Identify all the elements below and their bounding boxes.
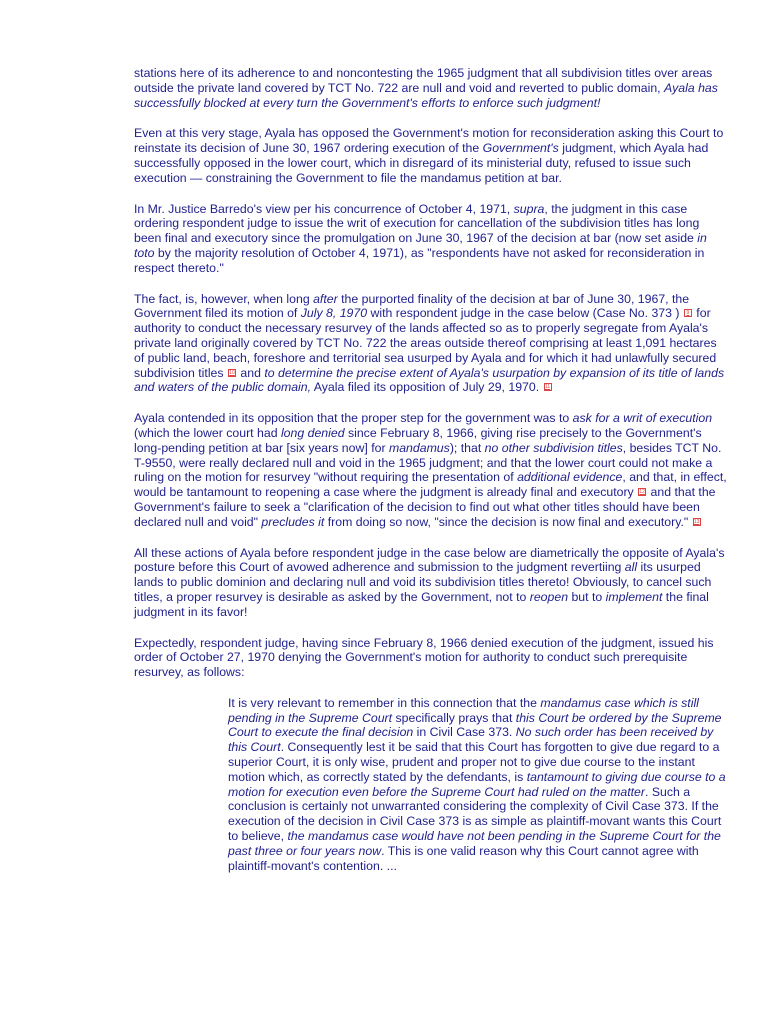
- text-run: judgment, which Ayala had successfully opposed in the lower court, which in disregard of its ministerial duty, refused to issue such execution — constraining the Government to file the mandamus petition at bar.: [134, 141, 709, 185]
- footnote-link[interactable]: 10: [229, 369, 235, 376]
- italic-text: additional evidence: [517, 470, 623, 485]
- italic-text: this Court be ordered by the Supreme Court to execute the final decision: [228, 710, 722, 740]
- text-run: , the judgment in this case ordering respondent judge to issue the writ of execution for cancellation of the subdivision titles has long been final and executory since the promulgation on June 30, 1967 of the decision at bar (now set aside: [134, 201, 700, 246]
- text-run: Expectedly, respondent judge, having since February 8, 1966 denied execution of the judgment, issued his order of October 27, 1970 denying the Government's motion for authority to conduct such prerequisite resurvey, as follows:: [134, 635, 714, 680]
- footnote-link[interactable]: 11: [544, 384, 551, 391]
- paragraph: [134, 126, 728, 185]
- text-run: its usurped lands to public dominion and declaring null and void its subdivision titles thereto! Obviously, to cancel such titles, a proper resurvey is desirable as asked by the Government, not to: [134, 560, 712, 604]
- text-run: in Civil Case 373.: [413, 725, 516, 740]
- italic-text: the mandamus case would have not been pending in the Supreme Court for the past three or four years now: [228, 829, 721, 858]
- text-run: , besides TCT No. T-9550, were really declared null and void in the 1965 judgment; and that the lower court could not make a ruling on the motion for resurvey "without requiring the presentation of: [134, 440, 722, 485]
- italic-text: Ayala has successfully blocked at every turn the Government's efforts to enforce such judgment!: [134, 80, 718, 110]
- text-run: . This is one valid reason why this Court cannot agree with plaintiff-movant's contention. ...: [228, 843, 699, 873]
- text-run: (which the lower court had: [134, 425, 281, 440]
- paragraph: [134, 546, 728, 620]
- text-run: since February 8, 1966, giving rise precisely to the Government's long-pending petition at bar [six years now] for: [134, 425, 702, 455]
- italic-text: in toto: [134, 231, 707, 260]
- italic-text: precludes it: [261, 514, 325, 529]
- text-run: . Consequently lest it be said that this Court has forgotten to give due regard to a superior Court, it is only wise, prudent and proper not to give due course to the instant motion which, as correctly stated by the defendants, is: [228, 740, 720, 784]
- italic-text: ask for a writ of execution: [572, 411, 713, 426]
- italic-text: Government's: [482, 141, 559, 156]
- text-run: . Such a conclusion is certainly not unwarranted considering the complexity of Civil Case 373. If the execution of the decision in Civil Case 373 is as simple as plaintiff-movant wants this Court to believe,: [228, 784, 722, 844]
- text-run: ); that: [449, 440, 485, 455]
- text-run: the purported finality of the decision at bar of June 30, 1967, the Government filed its motion of: [134, 291, 690, 321]
- text-run: by the majority resolution of October 4, 1971), as "respondents have not asked for reconsideration in respect thereto.": [134, 245, 705, 275]
- paragraph: [134, 66, 728, 110]
- italic-text: mandamus: [388, 440, 450, 455]
- text-run: Ayala contended in its opposition that the proper step for the government was to: [134, 411, 573, 426]
- italic-text: implement: [605, 589, 663, 604]
- block-quote: [228, 696, 728, 874]
- italic-text: after: [313, 291, 338, 306]
- italic-text: long denied: [280, 425, 345, 440]
- paragraph: [134, 202, 728, 276]
- italic-text: No such order has been received by this Court: [228, 725, 714, 755]
- text-run: Ayala filed its opposition of July 29, 1970.: [311, 380, 543, 395]
- footnote-link[interactable]: 13: [693, 518, 700, 525]
- italic-text: tantamount to giving due course to a motion for execution even before the Supreme Court had ruled on the matter: [228, 769, 726, 799]
- italic-text: to determine the precise extent of Ayala's usurpation by expansion of its title of lands and waters of the public domain,: [134, 365, 725, 395]
- italic-text: reopen: [529, 589, 569, 604]
- text-run: Even at this very stage, Ayala has opposed the Government's motion for reconsideration asking this Court to reinstate its decision of June 30, 1967 ordering execution of the: [134, 126, 724, 156]
- footnote-link[interactable]: 12: [639, 489, 645, 496]
- italic-text: all: [624, 560, 638, 575]
- text-run: The fact, is, however, when long: [134, 291, 314, 306]
- paragraph: [134, 292, 728, 396]
- text-run: but to: [568, 589, 606, 604]
- paragraph: [134, 411, 728, 529]
- text-run: stations here of its adherence to and noncontesting the 1965 judgment that all subdivision titles over areas outside the private land covered by TCT No. 722 are null and void and reverted to public domain,: [134, 66, 713, 95]
- text-run: and that the Government's failure to seek a "clarification of the decision to find out what other titles should have been declared null and void": [134, 485, 716, 529]
- text-run: In Mr. Justice Barredo's view per his concurrence of October 4, 1971,: [134, 201, 514, 216]
- text-run: It is very relevant to remember in this connection that the: [228, 695, 541, 710]
- italic-text: no other subdivision titles: [484, 440, 623, 455]
- text-run: , and that, in effect, would be tantamount to reopening a case where the judgment is already final and executory: [134, 470, 727, 500]
- footnote-link[interactable]: 9: [684, 309, 692, 317]
- text-run: All these actions of Ayala before respondent judge in the case below are diametrically the opposite of Ayala's posture before this Court of avowed adherence and submission to the judgment revertiing: [134, 545, 725, 575]
- italic-text: supra: [513, 201, 545, 216]
- text-run: from doing so now, "since the decision is now final and executory.": [324, 514, 692, 529]
- text-run: specifically prays that: [392, 710, 516, 725]
- text-run: with respondent judge in the case below (Case No. 373 ): [367, 306, 683, 321]
- text-run: and: [236, 365, 265, 380]
- text-run: for authority to conduct the necessary resurvey of the lands affected so as to properly segregate from Ayala's private land originally covered by TCT No. 722 the areas outside thereof comprising at least 1,091 hectares of public land, beach, foreshore and territorial sea usurped by Ayala and for which it had unlawfully secured subdivision titles: [134, 306, 717, 380]
- paragraph: [134, 636, 728, 680]
- italic-text: mandamus case which is still pending in the Supreme Court: [228, 695, 699, 725]
- italic-text: July 8, 1970: [300, 306, 368, 321]
- text-run: the final judgment in its favor!: [134, 589, 709, 619]
